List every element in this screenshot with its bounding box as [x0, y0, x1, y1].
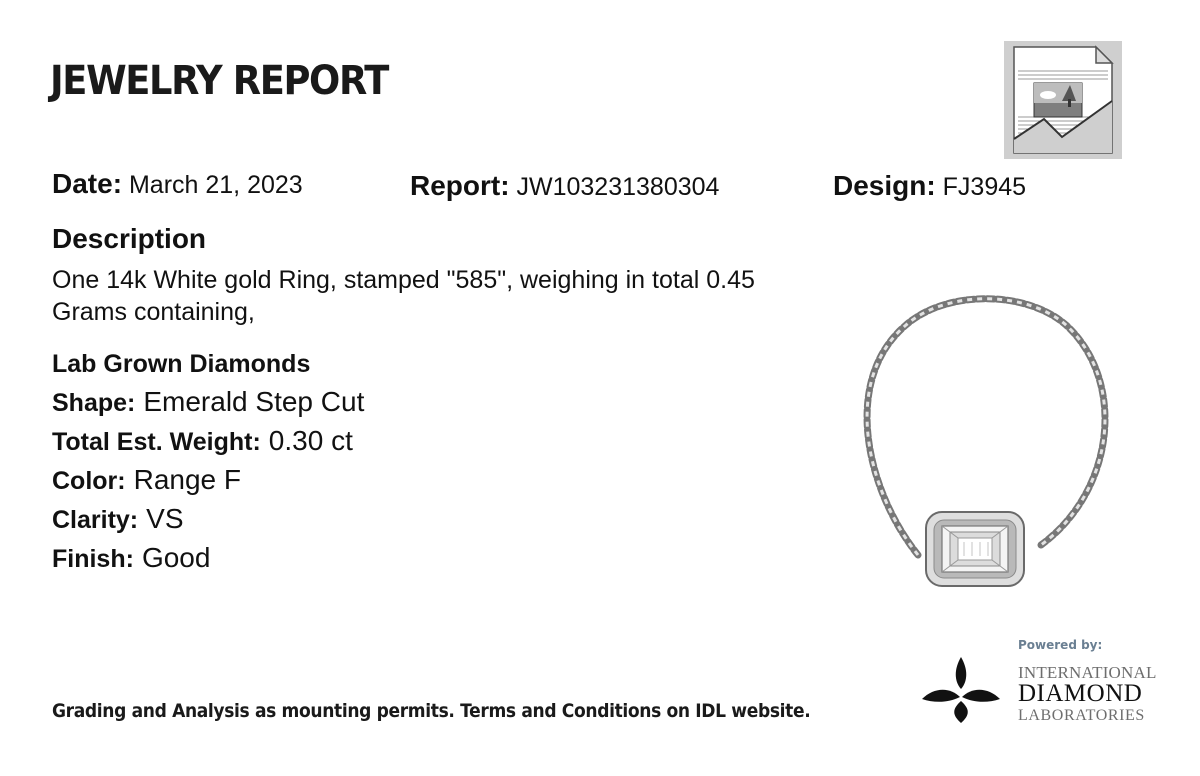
spec-row-finish	[52, 539, 364, 578]
date-field	[52, 168, 303, 200]
date-value: March 21, 2023	[128, 171, 303, 199]
design-field	[833, 170, 1026, 202]
lab-name-line3: LABORATORIES	[1018, 707, 1145, 724]
lab-name-line1: INTERNATIONAL	[1018, 663, 1157, 682]
ring-photo	[846, 290, 1126, 590]
spec-value: 0.30 ct	[268, 425, 353, 456]
spec-label: Finish:	[52, 545, 134, 573]
date-label: Date:	[52, 168, 123, 199]
idl-logo	[922, 657, 1000, 723]
description-text: One 14k White gold Ring, stamped "585", weighing in total 0.45 Grams containing,	[52, 266, 755, 326]
description-heading: Description	[52, 223, 207, 254]
diamonds-heading: Lab Grown Diamonds	[52, 350, 311, 378]
page-title: JEWELRY REPORT	[50, 58, 388, 104]
lab-name-line2: DIAMOND	[1018, 680, 1143, 707]
spec-value: Emerald Step Cut	[143, 386, 365, 417]
design-label: Design:	[833, 170, 936, 201]
spec-value: Range F	[133, 464, 242, 495]
spec-label: Color:	[52, 467, 126, 495]
spec-label: Shape:	[52, 389, 136, 417]
design-value: FJ3945	[942, 173, 1027, 201]
spec-row-shape	[52, 383, 364, 422]
spec-value: Good	[141, 542, 211, 573]
diamond-specs	[52, 346, 364, 578]
spec-label: Total Est. Weight:	[52, 428, 261, 456]
broken-image-icon	[1004, 41, 1122, 159]
spec-row-clarity	[52, 500, 364, 539]
spec-value: VS	[146, 503, 184, 534]
spec-row-color	[52, 461, 364, 500]
spec-row-weight	[52, 422, 364, 461]
report-field	[410, 170, 719, 202]
report-value: JW103231380304	[516, 173, 720, 201]
terms-note: Grading and Analysis as mounting permits. Terms and Conditions on IDL website.	[52, 700, 811, 722]
powered-by-label: Powered by:	[1018, 638, 1103, 652]
spec-label: Clarity:	[52, 506, 139, 534]
report-label: Report:	[410, 170, 510, 201]
